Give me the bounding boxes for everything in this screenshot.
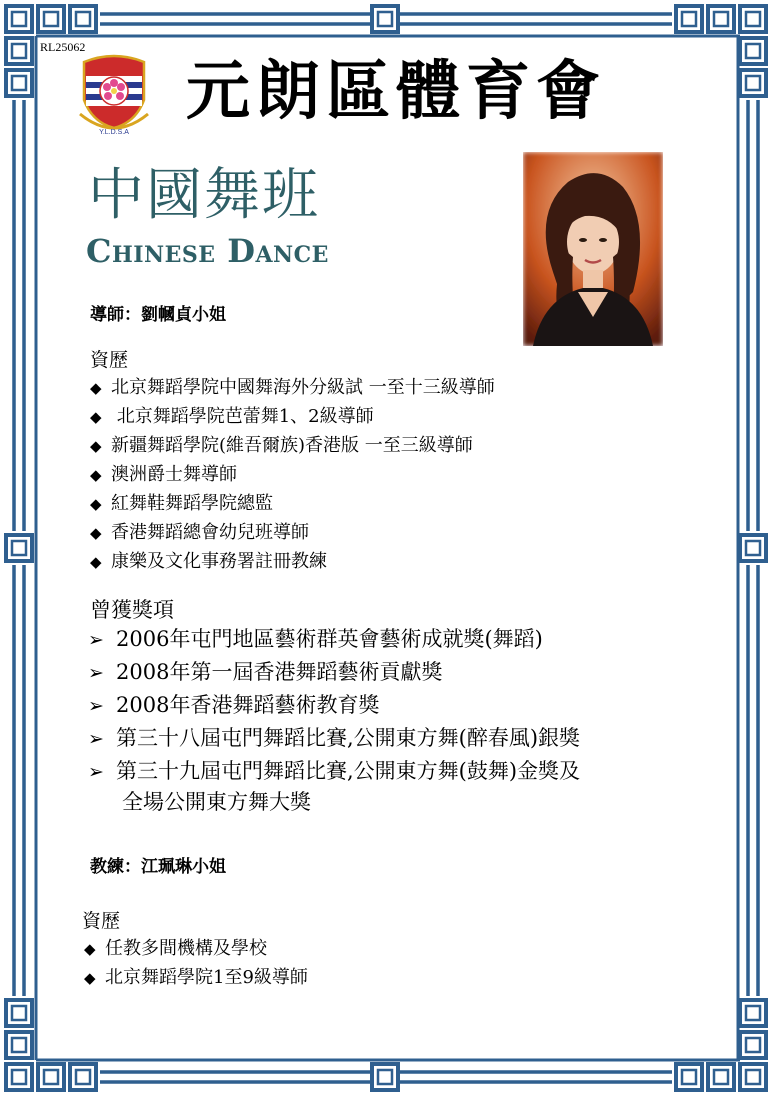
diamond-bullet-icon: ◆	[90, 408, 102, 426]
logo-text: Y.L.D.S.A	[99, 129, 129, 136]
diamond-bullet-icon: ◆	[90, 553, 102, 571]
diamond-bullet-icon: ◆	[90, 495, 102, 513]
list-item: ◆ 任教多間機構及學校	[84, 936, 267, 962]
list-item: ◆ 康樂及文化事務署註冊教練	[90, 549, 327, 575]
document-code: RL25062	[40, 40, 86, 54]
arrow-bullet-icon: ➢	[88, 695, 104, 717]
instructor-photo	[523, 152, 663, 346]
list-item: ➢ 第三十八屆屯門舞蹈比賽,公開東方舞(醉春風)銀獎	[88, 726, 581, 750]
awards-heading: 曾獲獎項	[90, 598, 174, 622]
diamond-bullet-icon: ◆	[90, 437, 102, 455]
diamond-bullet-icon: ◆	[84, 969, 96, 987]
coach-name: 教練：江珮琳小姐	[90, 857, 226, 877]
diamond-bullet-icon: ◆	[90, 379, 102, 397]
diamond-bullet-icon: ◆	[90, 524, 102, 542]
list-item: ◆ 新疆舞蹈學院(維吾爾族)香港版 一至三級導師	[90, 433, 473, 459]
organization-title: 元朗區體育會	[186, 54, 606, 129]
list-item: ◆ 香港舞蹈總會幼兒班導師	[90, 520, 309, 546]
list-item: ◆ 北京舞蹈學院中國舞海外分級試 一至十三級導師	[90, 375, 495, 401]
class-title-chinese: 中國舞班	[88, 163, 320, 228]
coach-qualifications-heading: 資歷	[82, 910, 121, 932]
class-title-english: Chinese Dance	[86, 232, 329, 270]
list-item-continuation: 全場公開東方舞大獎	[122, 790, 311, 814]
list-item: ◆ 澳洲爵士舞導師	[90, 462, 237, 488]
diamond-bullet-icon: ◆	[90, 466, 102, 484]
diamond-bullet-icon: ◆	[84, 940, 96, 958]
list-item: ◆ 紅舞鞋舞蹈學院總監	[90, 491, 273, 517]
qualifications-heading: 資歷	[90, 349, 129, 371]
arrow-bullet-icon: ➢	[88, 728, 104, 750]
arrow-bullet-icon: ➢	[88, 662, 104, 684]
flower-emblem-icon	[80, 56, 148, 128]
arrow-bullet-icon: ➢	[88, 629, 104, 651]
list-item: ◆ 北京舞蹈學院芭蕾舞1、2級導師	[90, 404, 374, 430]
list-item: ➢ 2008年香港舞蹈藝術教育獎	[88, 693, 380, 717]
arrow-bullet-icon: ➢	[88, 761, 104, 783]
list-item: ➢ 2006年屯門地區藝術群英會藝術成就獎(舞蹈)	[88, 627, 543, 651]
instructor-name: 導師：劉幗貞小姐	[90, 305, 226, 325]
association-logo	[76, 52, 152, 136]
list-item: ➢ 2008年第一屆香港舞蹈藝術貢獻獎	[88, 660, 443, 684]
list-item: ◆ 北京舞蹈學院1至9級導師	[84, 965, 308, 991]
list-item: ➢ 第三十九屆屯門舞蹈比賽,公開東方舞(鼓舞)金獎及	[88, 759, 581, 783]
